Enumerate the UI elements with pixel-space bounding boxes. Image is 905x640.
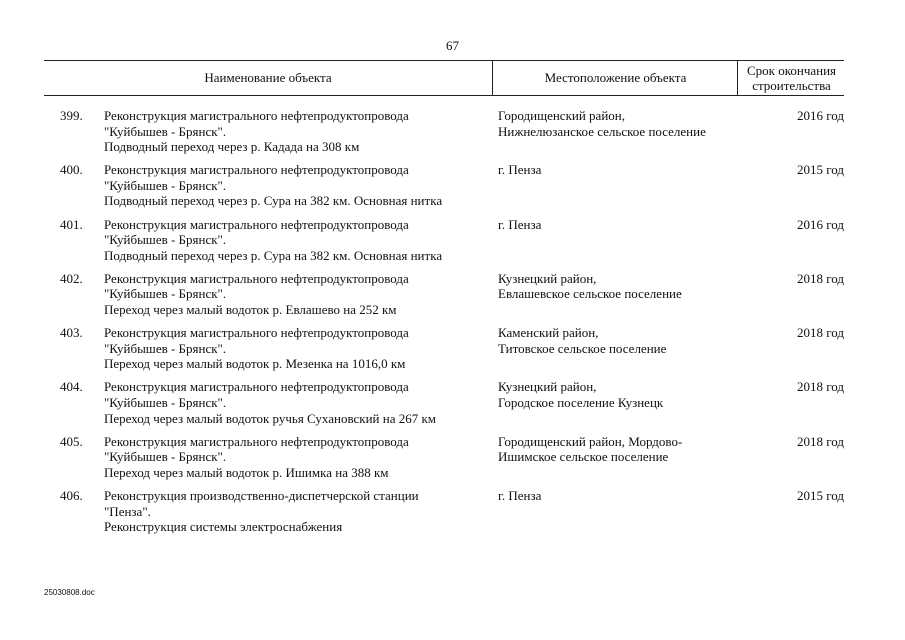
object-name-line: Реконструкция магистрального нефтепродуктопровода bbox=[104, 216, 409, 232]
row-number: 406. bbox=[60, 488, 83, 504]
object-name bbox=[104, 434, 494, 481]
object-location-line: г. Пенза bbox=[498, 162, 542, 178]
object-name-line: Подводный переход через р. Сура на 382 км. Основная нитка bbox=[104, 193, 443, 209]
completion-term: 2018 год bbox=[797, 270, 844, 286]
table-row bbox=[44, 434, 844, 488]
table-row bbox=[44, 379, 844, 433]
object-name-line: Переход через малый водоток р. Евлашево на 252 км bbox=[104, 302, 397, 318]
object-name bbox=[104, 217, 494, 264]
table-row bbox=[44, 108, 844, 162]
header-term-line2: строительства bbox=[752, 78, 831, 93]
object-location bbox=[498, 217, 728, 233]
object-name-line: "Пенза". bbox=[104, 503, 151, 519]
header-name: Наименование объекта bbox=[204, 70, 332, 85]
object-location-line: Нижнелюзанское сельское поселение bbox=[498, 123, 706, 139]
object-name-line: Переход через малый водоток р. Мезенка на 1016,0 км bbox=[104, 356, 406, 372]
footer-filename: 25030808.doc bbox=[44, 588, 95, 597]
object-name-line: "Куйбышев - Брянск". bbox=[104, 286, 227, 302]
header-term bbox=[737, 61, 845, 95]
object-location bbox=[498, 379, 728, 410]
object-name bbox=[104, 162, 494, 209]
object-name bbox=[104, 108, 494, 155]
object-location-line: Кузнецкий район, bbox=[498, 270, 597, 286]
row-number: 404. bbox=[60, 379, 83, 395]
object-location bbox=[498, 488, 728, 504]
completion-term: 2018 год bbox=[797, 325, 844, 341]
object-name-line: Реконструкция магистрального нефтепродуктопровода bbox=[104, 270, 409, 286]
object-name bbox=[104, 325, 494, 372]
object-name-line: Реконструкция магистрального нефтепродуктопровода bbox=[104, 325, 409, 341]
header-location: Местоположение объекта bbox=[492, 61, 738, 95]
object-location-line: Каменский район, bbox=[498, 325, 599, 341]
object-name-line: "Куйбышев - Брянск". bbox=[104, 123, 227, 139]
object-name-line: Переход через малый водоток ручья Сухановский на 267 км bbox=[104, 410, 437, 426]
object-name-line: Реконструкция магистрального нефтепродуктопровода bbox=[104, 108, 409, 123]
object-location-line: Ишимское сельское поселение bbox=[498, 449, 669, 465]
object-location bbox=[498, 271, 728, 302]
completion-term: 2015 год bbox=[797, 488, 844, 504]
row-number: 405. bbox=[60, 433, 83, 449]
row-number: 401. bbox=[60, 216, 83, 232]
completion-term: 2016 год bbox=[797, 216, 844, 232]
object-location-line: Городищенский район, Мордово- bbox=[498, 433, 683, 449]
object-location-line: Титовское сельское поселение bbox=[498, 340, 667, 356]
table-row bbox=[44, 488, 844, 542]
page-number: 67 bbox=[446, 38, 459, 53]
object-location bbox=[498, 434, 728, 465]
object-location-line: г. Пенза bbox=[498, 488, 542, 504]
object-name-line: "Куйбышев - Брянск". bbox=[104, 232, 227, 248]
row-number: 400. bbox=[60, 162, 83, 178]
object-name-line: Подводный переход через р. Кадада на 308 км bbox=[104, 139, 360, 155]
object-location-line: Евлашевское сельское поселение bbox=[498, 286, 682, 302]
object-name bbox=[104, 271, 494, 318]
table-row bbox=[44, 162, 844, 216]
object-name-line: Реконструкция производственно-диспетчерской станции bbox=[104, 488, 419, 504]
object-name-line: Реконструкция магистрального нефтепродуктопровода bbox=[104, 379, 409, 395]
table-row bbox=[44, 325, 844, 379]
object-location-line: г. Пенза bbox=[498, 216, 542, 232]
object-name-line: "Куйбышев - Брянск". bbox=[104, 340, 227, 356]
object-name-line: Реконструкция магистрального нефтепродуктопровода bbox=[104, 433, 409, 449]
row-number: 399. bbox=[60, 108, 83, 123]
completion-term: 2018 год bbox=[797, 379, 844, 395]
object-name-line: Переход через малый водоток р. Ишимка на 388 км bbox=[104, 464, 389, 480]
object-location-line: Кузнецкий район, bbox=[498, 379, 597, 395]
object-name bbox=[104, 488, 494, 535]
completion-term: 2016 год bbox=[797, 108, 844, 123]
object-name-line: "Куйбышев - Брянск". bbox=[104, 177, 227, 193]
table-row bbox=[44, 217, 844, 271]
table-body bbox=[44, 108, 844, 542]
header-term-line1: Срок окончания bbox=[746, 63, 837, 78]
object-name-line: "Куйбышев - Брянск". bbox=[104, 395, 227, 411]
object-name-line: "Куйбышев - Брянск". bbox=[104, 449, 227, 465]
row-number: 402. bbox=[60, 270, 83, 286]
table-header bbox=[44, 60, 844, 96]
object-location bbox=[498, 108, 728, 139]
object-name-line: Реконструкция магистрального нефтепродуктопровода bbox=[104, 162, 409, 178]
object-name-line: Подводный переход через р. Сура на 382 км. Основная нитка bbox=[104, 247, 443, 263]
completion-term: 2015 год bbox=[797, 162, 844, 178]
object-location bbox=[498, 162, 728, 178]
object-name bbox=[104, 379, 494, 426]
object-name-line: Реконструкция системы электроснабжения bbox=[104, 519, 343, 535]
object-location-line: Городищенский район, bbox=[498, 108, 625, 123]
object-location bbox=[498, 325, 728, 356]
row-number: 403. bbox=[60, 325, 83, 341]
completion-term: 2018 год bbox=[797, 433, 844, 449]
object-location-line: Городское поселение Кузнецк bbox=[498, 395, 664, 411]
table-row bbox=[44, 271, 844, 325]
